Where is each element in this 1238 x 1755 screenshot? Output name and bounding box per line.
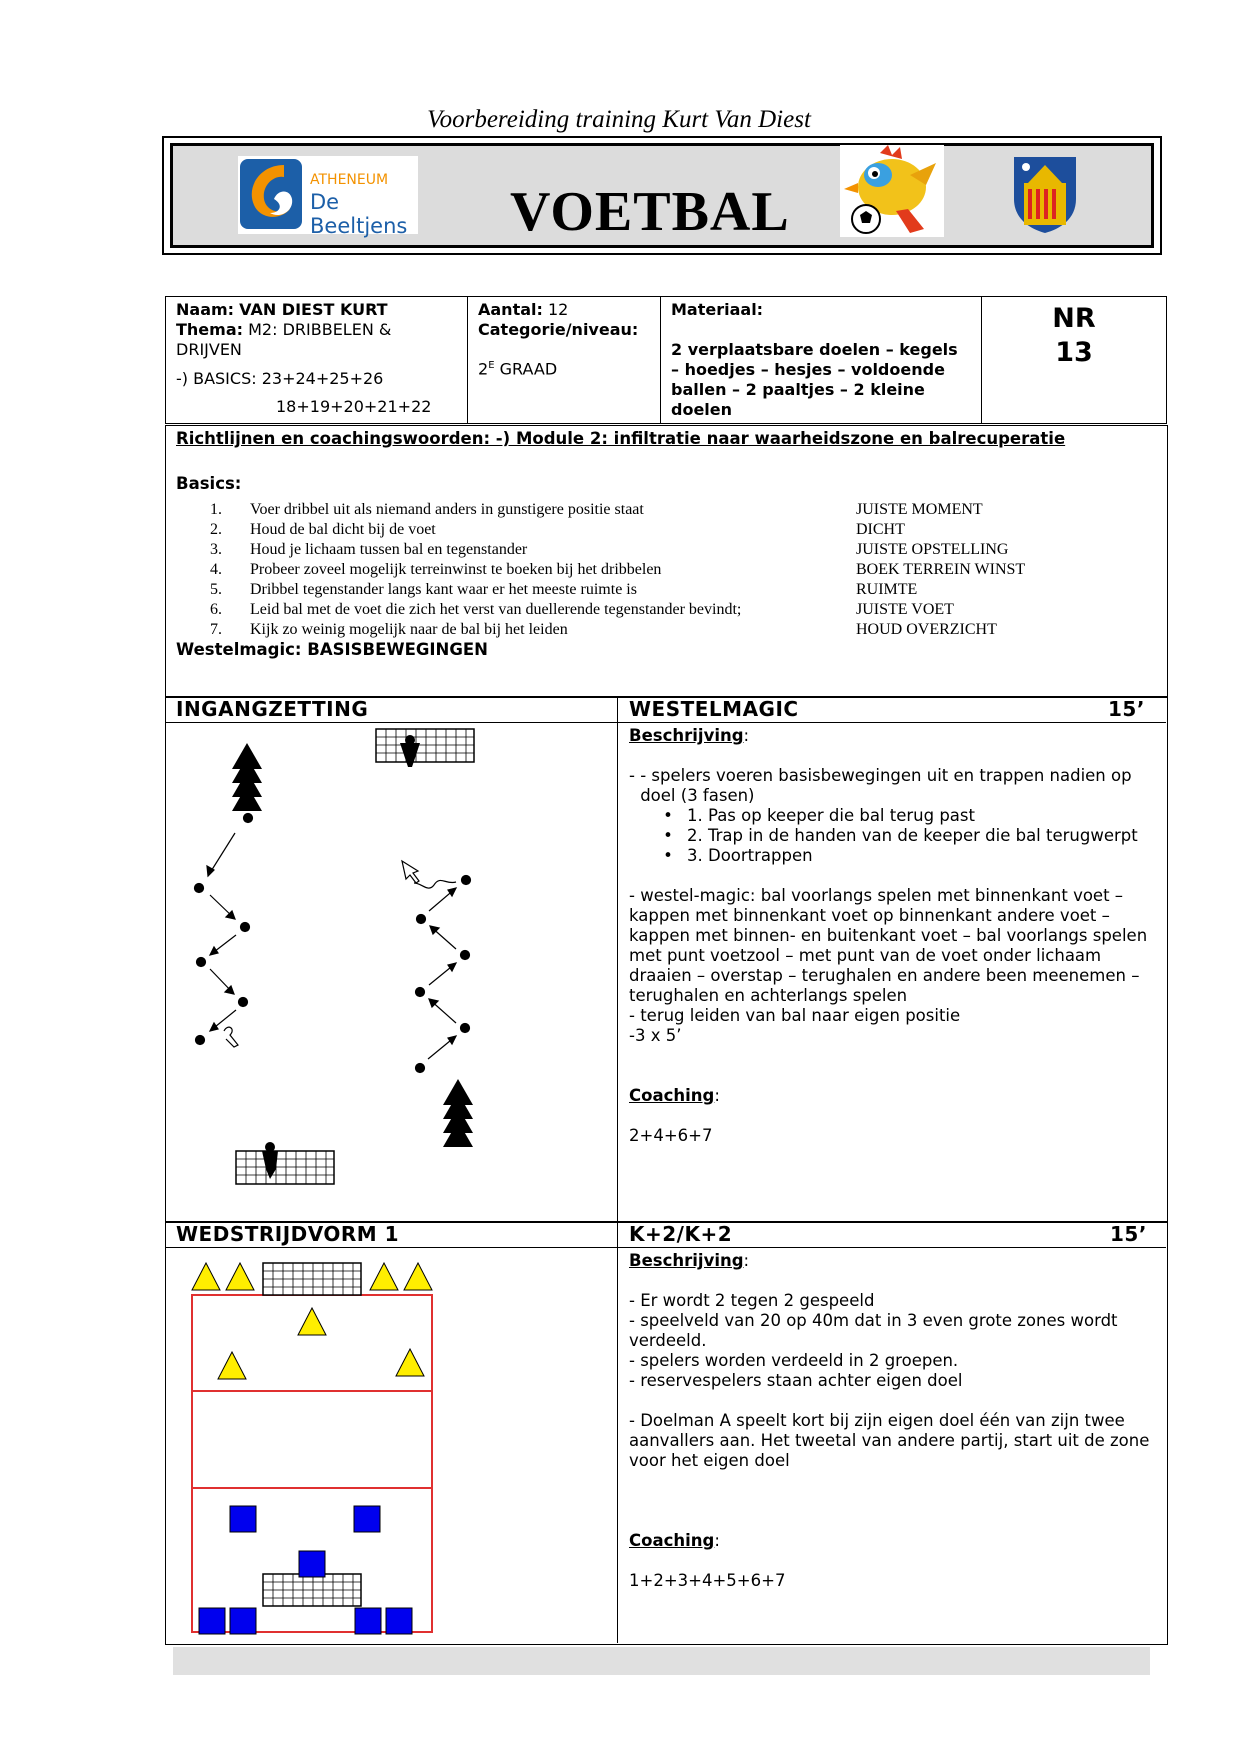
section1-bullets <box>629 806 1159 866</box>
basics-item-number: 2. <box>210 521 222 538</box>
bullet-icon: • <box>663 826 673 845</box>
section2-line: - spelers worden verdeeld in 2 groepen. <box>629 1351 959 1370</box>
coaching-keyword: JUISTE OPSTELLING <box>856 541 1009 558</box>
page-header-title: Voorbereiding training Kurt Van Diest <box>427 106 811 133</box>
blue-player-icon <box>199 1608 225 1634</box>
section1-reps: -3 x 5’ <box>629 1026 682 1045</box>
cone-stack-right-icon <box>443 1079 473 1147</box>
section1-beschrijving-label: Beschrijving <box>629 726 744 745</box>
blue-player-icon <box>230 1506 256 1532</box>
thema-value: M2: DRIBBELEN & DRIJVEN <box>176 320 392 359</box>
nr-value: 13 <box>1055 337 1093 368</box>
school-name-line2: De Beeltjens <box>310 190 408 238</box>
section1-time: 15’ <box>1108 697 1145 721</box>
yellow-player-icon <box>226 1263 254 1290</box>
aantal-cell <box>468 297 661 424</box>
basics-item-number: 1. <box>210 501 222 518</box>
section2-right-title: K+2/K+2 <box>629 1222 733 1246</box>
blue-player-icon <box>354 1506 380 1532</box>
blue-player-icon <box>386 1608 412 1634</box>
school-name-line1: ATHENEUM <box>310 172 389 188</box>
coaching-keyword: DICHT <box>856 521 905 538</box>
westelmagic-line: Westelmagic: BASISBEWEGINGEN <box>176 640 488 659</box>
section2-line: - reservespelers staan achter eigen doel <box>629 1371 963 1390</box>
coaching-keyword: JUISTE VOET <box>856 601 954 618</box>
banner-title: VOETBAL <box>510 181 790 243</box>
info-table <box>165 296 1167 424</box>
zigzag-right-path <box>414 876 471 1073</box>
blue-player-icon <box>299 1551 325 1577</box>
nr-cell <box>982 297 1167 424</box>
section2-coaching-label: Coaching <box>629 1531 715 1550</box>
section1-coaching-label: Coaching <box>629 1086 715 1105</box>
section2-line: - Er wordt 2 tegen 2 gespeeld <box>629 1291 875 1310</box>
coaching-keyword: JUISTE MOMENT <box>856 501 983 518</box>
bullet-icon: • <box>663 806 673 825</box>
basics-item-number: 6. <box>210 601 222 618</box>
materiaal-label: Materiaal: <box>671 300 764 319</box>
section2-beschrijving-label: Beschrijving <box>629 1251 744 1270</box>
section1-bullet-item: • 1. Pas op keeper die bal terug past <box>629 806 1159 826</box>
name-theme-cell <box>166 297 468 424</box>
blue-player-icon <box>355 1608 381 1634</box>
zigzag-left-path <box>195 814 253 1045</box>
section1-bullet-item: • 3. Doortrappen <box>629 846 1159 866</box>
coaching-keywords-list <box>856 500 1025 640</box>
basics-item-number: 3. <box>210 541 222 558</box>
basics-list <box>210 500 741 640</box>
basics-item <box>210 540 741 560</box>
basics-item-text: Probeer zoveel mogelijk terreinwinst te boeken bij het dribbelen <box>250 561 662 578</box>
section1-right-title: WESTELMAGIC <box>629 697 799 721</box>
basics-item-text: Voer dribbel uit als niemand anders in gunstigere positie staat <box>250 501 644 518</box>
goal-bottom-field <box>263 1574 361 1606</box>
aantal-value: 12 <box>548 300 569 319</box>
section2-coaching-value: 1+2+3+4+5+6+7 <box>629 1571 786 1590</box>
wedstrijdvorm-diagram <box>166 1248 616 1642</box>
basics-item-number: 5. <box>210 581 222 598</box>
yellow-player-icon <box>404 1263 432 1290</box>
section2-left-title: WEDSTRIJDVORM 1 <box>176 1222 400 1246</box>
goal-top <box>376 729 474 762</box>
bullet-icon: • <box>663 846 673 865</box>
rooster-mascot-icon <box>840 145 944 237</box>
nr-label: NR <box>1052 303 1096 334</box>
richtlijnen-heading: Richtlijnen en coachingswoorden: -) Module 2: infiltratie naar waarheidszone en balrecuperatie <box>176 429 1066 448</box>
coat-of-arms-icon <box>1010 153 1080 235</box>
aantal-label: Aantal: <box>478 300 543 319</box>
school-emblem-icon <box>240 159 306 231</box>
basics-label: Basics: <box>176 474 242 493</box>
naam-label: Naam: <box>176 300 235 319</box>
yellow-player-icon <box>192 1263 220 1290</box>
section1-coaching-value: 2+4+6+7 <box>629 1126 713 1145</box>
basics-item-text: Kijk zo weinig mogelijk naar de bal bij het leiden <box>250 621 568 638</box>
coaching-keyword: BOEK TERREIN WINST <box>856 561 1026 578</box>
arrow-curve-right-icon <box>402 861 419 883</box>
naam-value: VAN DIEST KURT <box>239 300 388 319</box>
basics-numbers-line2: 18+19+20+21+22 <box>276 397 432 416</box>
section2-line: - speelveld van 20 op 40m dat in 3 even grote zones wordt verdeeld. <box>629 1311 1118 1350</box>
section2-description: Beschrijving: - Er wordt 2 tegen 2 gespeeld - speelveld van 20 op 40m dat in 3 even grote zones wordt verdeeld. - spelers worden verdeeld in 2 groepen. - reservespelers staan achter eigen doel - Doelman A speelt kort bij zijn eigen doel één van zijn twee aanvallers aan. Het tweetal van andere partij, start uit de zone voor het eigen doel Coaching: 1+2+3+4+5+6+7 <box>629 1251 1159 1591</box>
basics-item <box>210 580 741 600</box>
school-logo <box>238 156 418 238</box>
section1-description: Beschrijving: - - spelers voeren basisbewegingen uit en trappen nadien op doel (3 fasen) • 1. Pas op keeper die bal terug past • 2. Trap in de handen van de keeper die bal terugwerpt • 3. Doortrappen - westel-magic: bal voorlangs spelen met binnenkant voet – kappen met binnenkant voet op binnenkant andere voet – kappen met binnen- en buitenkant voet – bal voorlangs spelen met punt voetzool – met punt van de voet onder lichaam draaien – overstap – terughalen en andere been meenemen – terughalen en achterlangs spelen - terug leiden van bal naar eigen positie -3 x 5’ Coaching: 2+4+6+7 <box>629 726 1159 1146</box>
yellow-player-icon <box>396 1349 424 1376</box>
arrow-curve-left-icon <box>224 1027 238 1047</box>
basics-item-text: Dribbel tegenstander langs kant waar er het meeste ruimte is <box>250 581 637 598</box>
footer-bar <box>173 1647 1150 1675</box>
yellow-player-icon <box>218 1352 246 1379</box>
cone-stack-left-icon <box>232 743 262 811</box>
basics-item-number: 4. <box>210 561 222 578</box>
coaching-keyword: RUIMTE <box>856 581 918 598</box>
basics-numbers-line1: -) BASICS: 23+24+25+26 <box>176 369 384 388</box>
section2-time: 15’ <box>1110 1222 1147 1246</box>
goal-bottom <box>236 1151 334 1184</box>
basics-item <box>210 500 741 520</box>
thema-label: Thema: <box>176 320 244 339</box>
blue-team-players <box>199 1506 412 1634</box>
section2-lines <box>629 1291 1159 1391</box>
basics-item <box>210 560 741 580</box>
goal-top-field <box>263 1263 361 1295</box>
graad-value: $2^E$ GRAAD <box>478 359 558 379</box>
yellow-player-icon <box>370 1263 398 1290</box>
basics-item-text: Houd je lichaam tussen bal en tegenstander <box>250 541 528 558</box>
blue-player-icon <box>230 1608 256 1634</box>
basics-item <box>210 600 741 620</box>
section1-westel: - westel-magic: bal voorlangs spelen met binnenkant voet – kappen met binnenkant voet op binnenkant andere voet – kappen met binnen- en buitenkant voet – bal voorlangs spelen met punt voetzool – met punt van de voet onder lichaam draaien – overstap – terughalen en andere been meenemen – terughalen en achterlangs spelen <box>629 886 1148 1005</box>
basics-item <box>210 620 741 640</box>
section2-doelman: - Doelman A speelt kort bij zijn eigen doel één van zijn twee aanvallers aan. Het tweetal van andere partij, start uit de zone voor het eigen doel <box>629 1411 1150 1470</box>
yellow-player-icon <box>298 1308 326 1335</box>
materiaal-cell <box>661 297 982 424</box>
materiaal-value: 2 verplaatsbare doelen – kegels – hoedjes – hesjes – voldoende ballen – 2 paaltjes – 2 kleine doelen <box>671 340 958 419</box>
section1-bullet-item: • 2. Trap in de handen van de keeper die bal terugwerpt <box>629 826 1159 846</box>
coaching-keyword: HOUD OVERZICHT <box>856 621 997 638</box>
basics-item <box>210 520 741 540</box>
basics-item-text: Houd de bal dicht bij de voet <box>250 521 436 538</box>
section1-left-title: INGANGZETTING <box>176 697 369 721</box>
basics-item-number: 7. <box>210 621 222 638</box>
section1-intro: - - spelers voeren basisbewegingen uit en trappen nadien op doel (3 fasen) <box>629 766 1132 805</box>
section1-terug: - terug leiden van bal naar eigen positie <box>629 1006 961 1025</box>
ingangzetting-diagram <box>166 723 616 1219</box>
categorie-label: Categorie/niveau: <box>478 320 639 339</box>
basics-item-text: Leid bal met de voet die zich het verst van duellerende tegenstander bevindt; <box>250 601 742 618</box>
